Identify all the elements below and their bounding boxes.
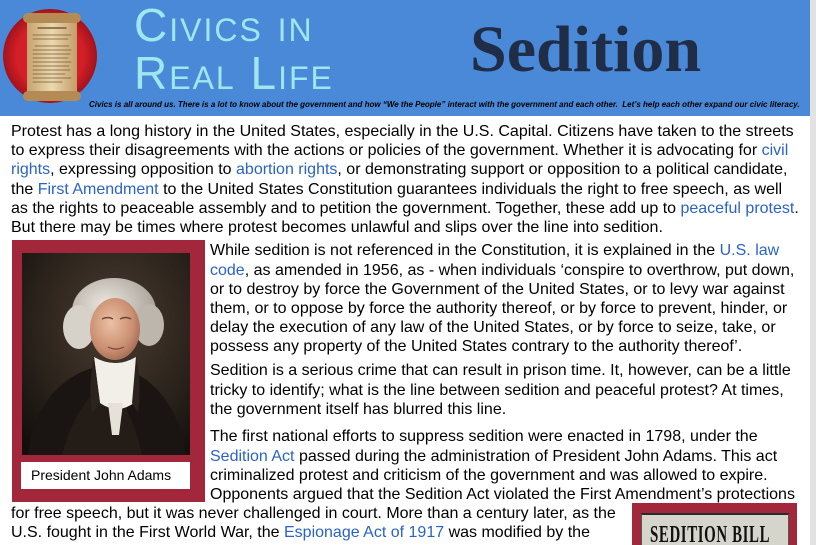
line-text: . [794, 199, 799, 217]
line-text: to the United States Constitution guarantees individuals the right to free speech, as well [158, 180, 783, 198]
link-sedition-act[interactable]: Sedition Act [210, 447, 295, 465]
text-line [0, 447, 810, 466]
line-text: passed during the administration of President John Adams. This act [294, 447, 778, 465]
difficulty-paragraph [0, 361, 810, 419]
text-line [0, 337, 810, 356]
link-us-law-code[interactable]: U.S. law [719, 242, 780, 260]
line-text: to express their disagreements with the actions or policies of the government. Whether it is advocating for [11, 142, 762, 160]
definition-paragraph [0, 241, 810, 356]
text-line [0, 199, 810, 218]
text-line [0, 280, 810, 299]
text-line [0, 261, 810, 280]
line-text: , expressing opposition to [50, 161, 237, 179]
line-text: Sedition is a serious crime that can result in prison time. It, however, can be a little [210, 362, 791, 380]
text-line [0, 427, 810, 446]
newspaper-clipping-image [641, 513, 789, 545]
link-abortion-rights[interactable]: abortion rights [236, 161, 338, 179]
link-peaceful-protest[interactable]: peaceful protest [680, 199, 795, 217]
line-text: Opponents argued that the Sedition Act violated the First Amendment’s protections [210, 485, 795, 503]
site-tagline: Civics is all around us. There is a lot to know about the government and how “We the People” interact with the government and each other. Let’s help each other expand our civic literacy. [89, 100, 800, 109]
text-line [0, 318, 810, 337]
line-text: or to destroy by force the Government of the United States, or to levy war against [210, 280, 785, 298]
text-line [0, 466, 810, 485]
page-edge [810, 0, 816, 545]
clipping-headline: SEDITION BILL [650, 522, 771, 545]
text-line [0, 299, 810, 318]
brand-line-1: Civics in [134, 0, 314, 51]
text-line [0, 122, 810, 141]
line-text: the government itself has blurred this line. [210, 400, 507, 418]
line-text: as the rights to peaceable assembly and to petition the government. Together, these add up to [11, 199, 681, 217]
bill-of-rights-scroll-icon [2, 4, 98, 108]
line-text: the [11, 180, 38, 198]
line-text: While sedition is not referenced in the Constitution, it is explained in the [210, 242, 720, 260]
portrait-caption: President John Adams [21, 462, 190, 489]
text-line [0, 400, 810, 419]
text-line [0, 241, 810, 260]
link-first-amendment[interactable]: First Amendment [37, 180, 159, 198]
text-line [0, 141, 810, 160]
link-espionage-act[interactable]: Espionage Act of 1917 [284, 524, 445, 542]
line-text: Protest has a long history in the United States, especially in the U.S. Capital. Citizens have taken to the streets [11, 123, 794, 140]
page-title: Sedition [470, 13, 702, 86]
link-us-law-code[interactable]: code [210, 261, 245, 279]
site-brand [134, 1, 334, 97]
header-banner [0, 0, 810, 116]
text-line [0, 381, 810, 400]
line-text: them, or to oppose by force the authority thereof, or by force to prevent, hinder, or [210, 299, 788, 317]
link-civil-rights[interactable]: rights [11, 161, 51, 179]
line-text: But there may be times where protest becomes unlawful and slips over the line into sedition. [11, 218, 663, 236]
line-text: for free speech, but it was never challenged in court. More than a century later, as the [11, 505, 616, 523]
line-text: U.S. fought in the First World War, the [11, 524, 284, 542]
text-line [0, 485, 810, 504]
text-line [0, 361, 810, 380]
line-text: The first national efforts to suppress sedition were enacted in 1798, under the [210, 428, 758, 446]
text-line [0, 218, 810, 237]
line-text: , or demonstrating support or opposition to a political candidate, [337, 161, 788, 179]
line-text: criminalized protest and criticism of the government and was allowed to expire. [210, 466, 768, 484]
line-text: , as amended in 1956, as - when individuals ‘conspire to overthrow, put down, [244, 261, 795, 279]
text-line [0, 160, 810, 179]
link-civil-rights[interactable]: civil [761, 142, 789, 160]
text-line [0, 180, 810, 199]
line-text: was modified by the [444, 524, 590, 542]
intro-paragraph [0, 122, 810, 237]
brand-line-2: Real Life [134, 47, 334, 99]
line-text: possess any property of the United States contrary to the authority thereof’. [210, 338, 743, 356]
line-text: tricky to identify; what is the line between sedition and peaceful protest? At times, [210, 381, 784, 399]
newspaper-clipping-figure [632, 503, 797, 545]
line-text: delay the execution of any law of the United States, or by force to seize, take, or [210, 319, 776, 337]
